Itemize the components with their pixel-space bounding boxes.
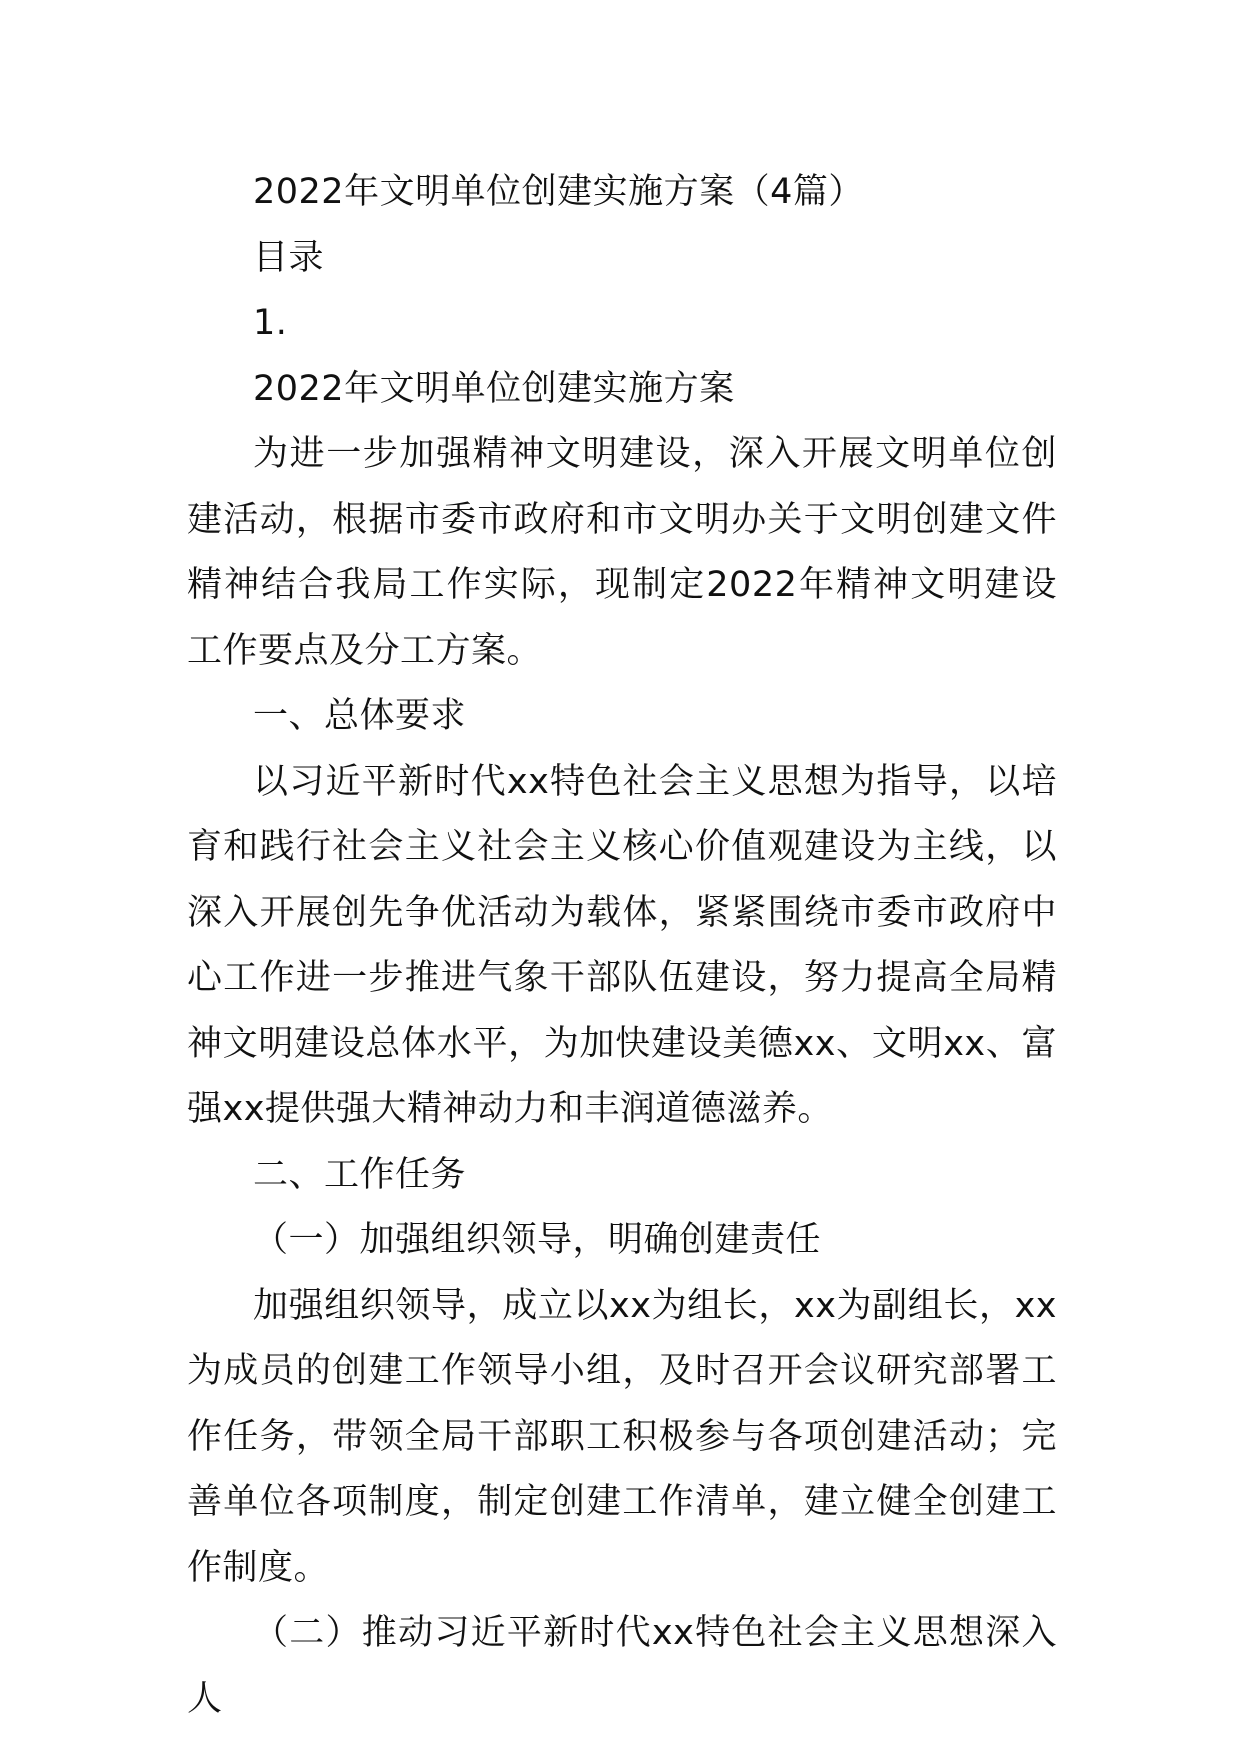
- intro-paragraph: 为进一步加强精神文明建设，深入开展文明单位创建活动，根据市委市政府和市文明办关于文明创建文件精神结合我局工作实际，现制定2022年精神文明建设工作要点及分工方案。: [187, 434, 1057, 671]
- section-title: 2022年文明单位创建实施方案: [253, 368, 735, 409]
- heading-general-requirements: 一、总体要求: [253, 696, 467, 736]
- toc-item: 1.: [253, 303, 288, 343]
- subheading-ideology: （二）推动习近平新时代xx特色社会主义思想深入人: [187, 1613, 1057, 1719]
- heading-work-tasks: 二、工作任务: [253, 1154, 467, 1195]
- paragraph-general-requirements: 以习近平新时代xx特色社会主义思想为指导，以培育和践行社会主义社会主义核心价值观建设为主线，以深入开展创先争优活动为载体，紧紧围绕市委市政府中心工作进一步推进气象干部队伍建设，努力提高全局精神文明建设总体水平，为加快建设美德xx、文明xx、富强xx提供强大精神动力和丰润道德滋养。: [187, 761, 1057, 1129]
- document-body: [187, 160, 1057, 1732]
- document-title: 2022年文明单位创建实施方案（4篇）: [253, 172, 864, 212]
- paragraph-organization: 加强组织领导，成立以xx为组长，xx为副组长，xx为成员的创建工作领导小组，及时召开会议研究部署工作任务，带领全局干部职工积极参与各项创建活动；完善单位各项制度，制定创建工作清单，建立健全创建工作制度。: [187, 1285, 1057, 1588]
- subheading-organization: （一）加强组织领导，明确创建责任: [253, 1220, 822, 1260]
- toc-heading: 目录: [253, 237, 325, 278]
